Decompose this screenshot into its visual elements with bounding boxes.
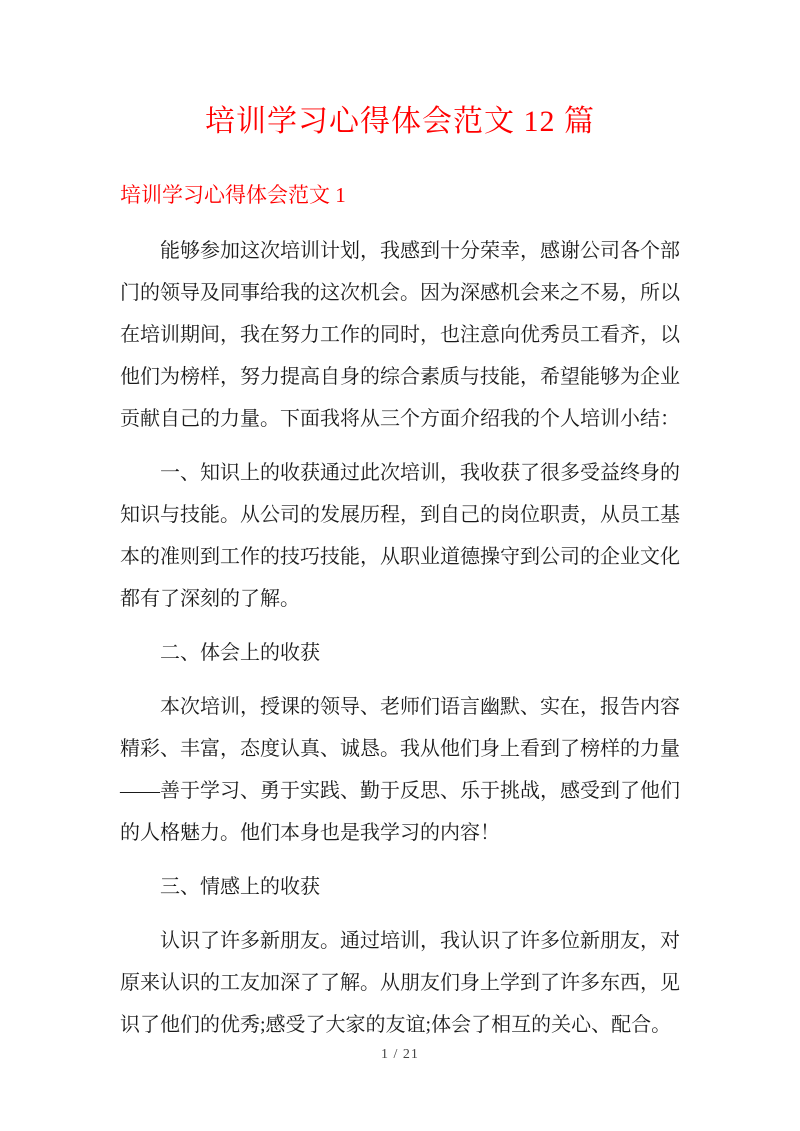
paragraph: 一、知识上的收获通过此次培训，我收获了很多受益终身的知识与技能。从公司的发展历程，到自己的岗位职责，从员工基本的准则到工作的技巧技能，从职业道德操守到公司的企业文化都有了深刻的了解。 bbox=[120, 462, 680, 610]
paragraph: 认识了许多新朋友。通过培训，我认识了许多位新朋友，对原来认识的工友加深了了解。从朋友们身上学到了许多东西，见识了他们的优秀;感受了大家的友谊;体会了相互的关心、配合。 bbox=[120, 930, 680, 1036]
document-title: 培训学习心得体会范文 12 篇 bbox=[205, 105, 595, 138]
section-heading: 培训学习心得体会范文 1 bbox=[120, 183, 346, 207]
paragraph-subheading: 二、体会上的收获 bbox=[160, 642, 320, 664]
page-number: 1 / 21 bbox=[381, 1047, 419, 1062]
paragraph: 能够参加这次培训计划，我感到十分荣幸，感谢公司各个部门的领导及同事给我的这次机会。因为深感机会来之不易，所以在培训期间，我在努力工作的同时，也注意向优秀员工看齐，以他们为榜样，努力提高自身的综合素质与技能，希望能够为企业贡献自己的力量。下面我将从三个方面介绍我的个人培训小结： bbox=[120, 240, 680, 430]
paragraph: 本次培训，授课的领导、老师们语言幽默、实在，报告内容精彩、丰富，态度认真、诚恳。我从他们身上看到了榜样的力量——善于学习、勇于实践、勤于反思、乐于挑战，感受到了他们的人格魅力。他们本身也是我学习的内容！ bbox=[120, 696, 680, 844]
document-body bbox=[120, 230, 680, 1046]
paragraph-subheading: 三、情感上的收获 bbox=[160, 876, 320, 898]
